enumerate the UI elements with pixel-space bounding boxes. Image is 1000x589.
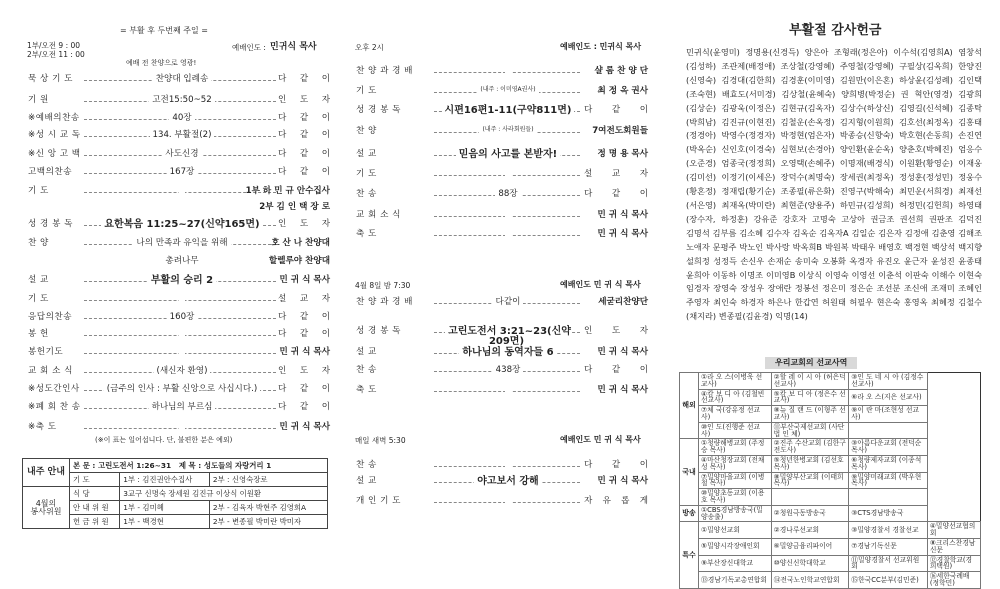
- row-performer: 다 같 이: [278, 329, 330, 339]
- row-content: 야고보서 강해: [438, 477, 578, 487]
- worship-row: [22, 348, 332, 360]
- guide-offering-label: 헌 금 위 원: [70, 515, 120, 529]
- eve-time: 4월 8일 밤 7:30: [355, 281, 411, 290]
- row-label: 성 경 봉 독: [28, 219, 73, 229]
- row-performer: 다 같 이: [584, 105, 648, 115]
- worship-row: [350, 386, 650, 398]
- worship-row: [22, 220, 332, 232]
- mission-row: [680, 389, 981, 406]
- guide-offering-2: 2부 - 변종필 박미란 박미자: [209, 515, 327, 529]
- guide-prayer-2: 2부 : 신영숙장로: [209, 473, 327, 487]
- guide-usher-label: 안 내 위 원: [70, 501, 120, 515]
- guide-title: 내주 안내: [23, 459, 70, 487]
- row-label: ※성 시 교 독: [28, 130, 81, 140]
- worship-row: [22, 276, 332, 288]
- guide-monthly-volunteers: 4월의 봉사위원: [23, 487, 70, 529]
- mission-entry: ①라 오 스(이병욱 선교사): [699, 373, 772, 390]
- mission-row: [680, 455, 981, 472]
- row-label: 설 교: [356, 347, 377, 357]
- mission-entry: ①청량해병교회 (주정승 목사): [699, 439, 772, 456]
- row-performer: 7여전도회원들: [592, 126, 648, 136]
- row-performer: 다 같 이: [584, 460, 648, 470]
- eve-leader: 예배인도 민 귀 식 목사: [560, 280, 641, 289]
- row-content: [90, 423, 274, 432]
- row-content: [90, 348, 274, 357]
- row-performer: 다 같 이: [584, 189, 648, 199]
- worship-row: [350, 298, 650, 310]
- mission-entry: [771, 489, 849, 506]
- row-label: 봉 헌: [28, 329, 49, 339]
- row-content: 부활의 승리 2: [90, 276, 274, 286]
- row-label: ※폐 회 찬 송: [28, 402, 81, 412]
- worship-row: [350, 326, 650, 347]
- worship-row: [350, 230, 650, 242]
- row-performer: 민 귀 식 목사: [279, 275, 330, 285]
- row-content: [438, 170, 578, 179]
- row-content: (새신자 환영): [90, 367, 274, 376]
- worship-row: [350, 67, 650, 79]
- row-label: ※축 도: [28, 422, 57, 432]
- row-performer: 다 같 이: [278, 149, 330, 159]
- row-content: 하나님의 부르심: [90, 403, 274, 412]
- worship-row: [350, 348, 650, 360]
- mission-entry: ⑪밀양경찰서 선교위원회: [849, 555, 928, 572]
- mission-row: [680, 373, 981, 390]
- worship-row: [350, 497, 650, 509]
- row-performer: 1부 하 민 규 안수집사: [245, 186, 330, 196]
- row-content: 사도신경: [90, 150, 274, 159]
- row-label: 찬 양 과 경 배: [356, 66, 413, 76]
- mission-entry: ⑤청년한병교회 (김선호 목사): [771, 455, 849, 472]
- row-label: 개 인 기 도: [356, 496, 401, 506]
- worship-row: [22, 168, 332, 180]
- row-performer: 민 귀 식 목사: [279, 347, 330, 357]
- mission-entry: [849, 489, 928, 506]
- mission-entry: ⑩밀양초동교회 (이용호 목사): [699, 489, 772, 506]
- prelude-note: 예배 전 찬양으로 영광!: [126, 59, 197, 67]
- worship-row: [22, 239, 332, 251]
- mission-entry: ①밀양선교회: [699, 522, 772, 539]
- row-performer: 자 유 롭 게: [584, 496, 648, 506]
- row-content: [438, 67, 578, 76]
- row-label: 축 도: [356, 229, 377, 239]
- row-content: 다같이: [438, 298, 578, 307]
- mission-entry: ⑤캄 보 디 아 (정은수 선교사): [771, 389, 849, 406]
- mission-category: 해외: [680, 373, 699, 439]
- row-performer: 민 귀 식 목사: [597, 347, 648, 357]
- worship-row: [350, 127, 650, 139]
- row-label: 축 도: [356, 385, 377, 395]
- pm-time: 오후 2시: [355, 43, 384, 52]
- mission-row: [680, 505, 981, 522]
- mission-entry: ⑨이 란 마(조현성 선교사): [849, 406, 928, 423]
- mission-entry: ③아름다운교회 (전덕순 목사): [849, 439, 928, 456]
- col1-header: = 부활 후 두번째 주일 =: [120, 26, 208, 35]
- service-time-1: 1부/오전 9 : 00: [27, 41, 81, 50]
- row-label: 기 도: [356, 86, 377, 96]
- row-performer: 민 귀 식 목사: [279, 422, 330, 432]
- mission-entry: ⑧크리스찬경남신문: [927, 538, 980, 555]
- worship-row: [22, 313, 332, 325]
- worship-row: [22, 257, 332, 269]
- service-time-2: 2부/오전 11 : 00: [27, 50, 85, 59]
- mission-entry: ⑥밀양금융리파이어: [771, 538, 849, 555]
- guide-dining: 3교구 신명숙 장세원 김진규 이상식 이원환: [120, 487, 328, 501]
- row-content: 167장: [90, 168, 274, 177]
- row-label: 교 회 소 식: [356, 210, 401, 220]
- worship-row: [350, 106, 650, 118]
- worship-row: [22, 131, 332, 143]
- mission-entry: ⑧밀양부산교회 (이태희 목사): [771, 472, 849, 489]
- row-content: [438, 461, 578, 470]
- worship-row: [350, 170, 650, 182]
- leader-label: 예배인도 :: [232, 43, 266, 52]
- row-performer: 설 교 자: [278, 294, 330, 304]
- mission-category: 국내: [680, 439, 699, 505]
- mission-table: [679, 372, 981, 589]
- mission-entry: ③CTS경남방송국: [849, 505, 928, 522]
- mission-row: [680, 572, 981, 589]
- worship-row: [350, 190, 650, 202]
- row-performer: 다 같 이: [278, 130, 330, 140]
- worship-row: [22, 187, 332, 199]
- row-label: 고백의찬송: [28, 167, 73, 177]
- row-content: 시편16편1-11(구약811면): [438, 106, 578, 116]
- row-content: [90, 203, 274, 212]
- row-content: 고전15:50~52: [90, 96, 274, 105]
- mission-row: [680, 522, 981, 539]
- row-label: 찬 송: [356, 460, 377, 470]
- worship-row: [22, 150, 332, 162]
- mission-entry: ⑥라 오 스(지은 선교사): [849, 389, 928, 406]
- mission-entry: ⑨밀양미래교회 (박우현 목사): [849, 472, 928, 489]
- mission-entry: ⑩양신신학대학교: [771, 555, 849, 572]
- row-performer: 인 도 자: [278, 95, 330, 105]
- next-week-guide: [22, 458, 328, 529]
- row-content: 160장: [90, 313, 274, 322]
- standing-note: (※이 표는 일어섭니다. 단, 불편한 분은 예외): [95, 436, 233, 444]
- guide-usher-2: 2부 - 김육자 박현주 김영희A: [209, 501, 327, 515]
- mission-entry: ⑪부산국제선교회 (사단 법 인 체): [771, 422, 849, 439]
- row-performer: 호 산 나 찬양대: [271, 238, 330, 248]
- row-label: 찬 양: [356, 126, 377, 136]
- mission-row: [680, 406, 981, 423]
- worship-row: [22, 367, 332, 379]
- mission-entry: ②청원극동방송국: [771, 505, 849, 522]
- row-content: [438, 497, 578, 506]
- worship-row: [350, 477, 650, 489]
- row-performer: 2부 김 인 택 장 로: [259, 202, 330, 212]
- offering-title: 부활절 감사헌금: [789, 23, 882, 38]
- row-label: 찬 양: [28, 238, 49, 248]
- mission-entry: ③인 도 네 시 아 (김정수 선교사): [849, 373, 928, 390]
- mission-title: 우리교회의 선교사역: [765, 357, 857, 369]
- mission-row: [680, 439, 981, 456]
- worship-row: [22, 203, 332, 215]
- dawn-leader: 예배인도 민 귀 식 목사: [560, 435, 641, 444]
- worship-row: [350, 150, 650, 162]
- worship-row: [350, 87, 650, 99]
- mission-entry: ⑥청량제자교회 (이종석 목사): [849, 455, 928, 472]
- mission-entry: ③밀양경찰서 경찰선교: [849, 522, 928, 539]
- worship-row: [22, 403, 332, 415]
- row-performer: 인 도 자: [584, 326, 648, 336]
- row-label: 봉헌기도: [28, 347, 64, 357]
- mission-entry: ⑤밀양시각장애인회: [699, 538, 772, 555]
- row-content: 나의 만족과 유익을 위해: [90, 239, 274, 248]
- mission-entry: ①CBS경남방송국(밀양송출): [699, 505, 772, 522]
- row-content: 고린도전서 3:21~23(신약209면): [438, 327, 578, 347]
- row-label: 교 회 소 식: [28, 366, 73, 376]
- worship-row: [22, 295, 332, 307]
- row-label: 설 교: [28, 275, 49, 285]
- mission-entry: ⑨부산장신대학교: [699, 555, 772, 572]
- mission-entry: ⑫경찰학교(경희택원): [927, 555, 980, 572]
- row-performer: 인 도 자: [278, 366, 330, 376]
- row-label: 성 경 봉 독: [356, 326, 401, 336]
- row-content: (내주 : 사라회원들): [438, 127, 578, 133]
- row-content: 88장: [438, 190, 578, 199]
- row-content: [438, 230, 578, 239]
- mission-entry: ⑦경남기독신문: [849, 538, 928, 555]
- row-performer: 민 귀 식 목사: [597, 385, 648, 395]
- row-performer: 다 같 이: [584, 365, 648, 375]
- mission-entry: ⑦체 국(강유정 선교사): [699, 406, 772, 423]
- row-content: 믿음의 사고를 본받자!: [438, 150, 578, 160]
- worship-row: [22, 75, 332, 87]
- row-label: ※성도간인사: [28, 384, 80, 394]
- mission-category: 방송: [680, 505, 699, 522]
- row-performer: 세굳리찬양단: [598, 297, 648, 307]
- row-content: (내주 : 이미영A권사): [438, 87, 578, 93]
- mission-entry: ⑬경남기독교총연합회: [699, 572, 772, 589]
- worship-row: [350, 211, 650, 223]
- row-performer: 다 같 이: [278, 312, 330, 322]
- row-content: [438, 386, 578, 395]
- row-label: 설 교: [356, 476, 377, 486]
- row-label: 찬 송: [356, 189, 377, 199]
- guide-prayer-1: 1부 : 김진권안수집사: [120, 473, 210, 487]
- row-label: 기 도: [28, 186, 49, 196]
- row-performer: 할렐루야 찬양대: [268, 256, 330, 266]
- mission-category: 특수: [680, 522, 699, 588]
- worship-row: [350, 366, 650, 378]
- row-label: 성 경 봉 독: [356, 105, 401, 115]
- row-label: ※예배의찬송: [28, 113, 80, 123]
- row-content: [438, 211, 578, 220]
- mission-entry: ⑧뉴 질 랜 드 (이형주 선교사): [771, 406, 849, 423]
- row-label: ※신 앙 고 백: [28, 149, 81, 159]
- row-label: 묵 상 기 도: [28, 74, 73, 84]
- row-content: (금주의 인사 : 부활 신앙으로 사십시다.): [90, 385, 274, 394]
- row-performer: 다 같 이: [278, 384, 330, 394]
- worship-row: [350, 461, 650, 473]
- row-label: 설 교: [356, 149, 377, 159]
- mission-entry: ⑭전국노인학교연합회: [771, 572, 849, 589]
- worship-row: [22, 96, 332, 108]
- guide-usher-1: 1부 - 김미혜: [120, 501, 210, 515]
- worship-row: [22, 114, 332, 126]
- row-content: 하나님의 동역자들 6: [438, 348, 578, 358]
- donor-list: 민귀식(윤영미) 정명용(신경득) 양은아 조형래(정은아) 이수석(김영희A) 염창석(김성하) 조관제(배정애) 조상철(강영혜) 주영철(강영혜) 구필상(김옥희) 한양진(신영숙) 김경대(김한희) 김경훈(이미영) 김원만(이은혼) 하상윤(김성례) 김인택(조숙현) 배효도(서미경) 김상철(윤혜숙) 양희병(박정순) 권 혁안(영경) 김광희(김상순) 김광욱(이정은) 김현규(김옥자) 김상수(하상신) 김영길(신석혜) 김종탁(박희남) 김진규(이현진) 김철운(손옥정) 김지형(이원희) 김호선(최정옥) 김홍태(정경아) 박영수(정경자) 박정현(엄은자) 박종승(신향숙) 박호현(손동희) 손진연(박옥순) 신인호(이경숙) 심현보(손경아) 양인환(윤순옥) 양춘호(박혜진) 엄응수(오준경) 엄종국(정정희) 오영택(손혜주) 이명재(배경식) 이원환(황영순) 이재웅(김미선) 이정기(이세은) 장덕수(최명숙) 장세권(최정옥) 정성훈(정성민) 정웅수(황혼정) 정재립(황기순) 조종필(류은화) 진영구(박해숙) 최민운(서희경) 최재선(서은영) 최재옥(박미란) 최현준(양용주) 하민규(김성희) 허정민(김헌희) 하영태(장수자, 하정훈) 강유준 강호자 고명숙 고상아 권금조 권선희 권판조 김덕진 김명석 김부름 김소혜 김수자 김옥순 김옥자A 김일순 김은자 김정애 김춘영 김해조 노애자 문평주 박노인 박사랑 박옥희B 박원복 박태우 배영호 백경현 백상석 백지향 설희정 성정득 손신우 손재순 송미숙 오봉화 옥경자 유진오 윤근자 윤성진 윤종태 윤희아 이동하 이명조 이미영B 이상식 이영숙 이영선 이춘석 이판숙 이해수 이현숙 임경자 장영숙 장성우 장애란 정봉선 정은미 정은순 조선분 조신애 조재미 조혜인 주영자 최인숙 하경자 하은나 한갑연 허원태 허필우 현은숙 홍영옥 최혜정 김철수(채지라) 변종필(김윤경) 익명(14): [686, 47, 982, 322]
- mission-entry: [849, 422, 928, 439]
- mission-entry: ②경나루선교회: [771, 522, 849, 539]
- row-performer: 다 같 이: [278, 74, 330, 84]
- row-content: 총려나무: [90, 257, 274, 266]
- dawn-time: 매일 새벽 5:30: [355, 436, 406, 445]
- row-content: 찬양대 입례송: [90, 75, 274, 84]
- worship-row: [22, 385, 332, 397]
- row-label: 기 도: [28, 294, 49, 304]
- row-label: 기 원: [28, 95, 49, 105]
- guide-prayer-label: 기 도: [70, 473, 120, 487]
- row-performer: 민 귀 식 목사: [597, 229, 648, 239]
- mission-entry: ⑩인 도(진행준 선교사): [699, 422, 772, 439]
- row-performer: 다 같 이: [278, 402, 330, 412]
- row-performer: 민 귀 식 목사: [597, 210, 648, 220]
- mission-row: [680, 422, 981, 439]
- worship-row: [22, 330, 332, 342]
- worship-row: [22, 423, 332, 435]
- mission-row: [680, 555, 981, 572]
- mission-entry: ⑮한국CC분부(김민준): [849, 572, 928, 589]
- row-label: 기 도: [356, 169, 377, 179]
- row-performer: 샬 롬 찬 양 단: [594, 66, 648, 76]
- leader-name: 민귀식 목사: [270, 42, 317, 52]
- row-label: 응답의찬송: [28, 312, 73, 322]
- row-performer: 다 같 이: [278, 167, 330, 177]
- row-performer: 인 도 자: [278, 219, 330, 229]
- row-content: 438장: [438, 366, 578, 375]
- mission-entry: ②진주 수산교회 (김한구 전도사): [771, 439, 849, 456]
- row-performer: 정 명 용 목사: [597, 149, 648, 159]
- mission-entry: ⑦밀양마을교회 (이병철 목사): [699, 472, 772, 489]
- row-content: [90, 330, 274, 339]
- row-performer: 민 귀 식 목사: [597, 476, 648, 486]
- row-performer: 다 같 이: [278, 113, 330, 123]
- mission-row: [680, 472, 981, 489]
- row-label: 찬 송: [356, 365, 377, 375]
- row-content: [90, 295, 274, 304]
- row-content: 요한복음 11:25~27(신약165면): [90, 220, 274, 230]
- mission-row: [680, 489, 981, 506]
- row-content: 134. 부활절(2): [90, 131, 274, 140]
- row-performer: 최 정 옥 권사: [597, 86, 648, 96]
- order-of-worship-col2: [350, 0, 655, 541]
- guide-dining-label: 식 당: [70, 487, 120, 501]
- mission-entry: ④마산청장교회 (전채성 목사): [699, 455, 772, 472]
- row-label: 찬 양 과 경 배: [356, 297, 413, 307]
- guide-offering-1: 1부 - 백경현: [120, 515, 210, 529]
- mission-entry: ④밀양선교협의회: [927, 522, 980, 539]
- row-content: 40장: [90, 114, 274, 123]
- guide-sermon: 본 문 : 고린도전서 1:26~31 제 목 : 성도들의 자랑거리 1: [70, 459, 328, 473]
- mission-entry: ④캄 보 디 아 (김철빈 선교사): [699, 389, 772, 406]
- pm-leader: 예배인도 : 민귀식 목사: [560, 42, 642, 51]
- row-performer: 설 교 자: [584, 169, 648, 179]
- mission-entry: ⑯세한국례배(정학민): [927, 572, 980, 589]
- mission-entry: ②할 레 이 시 아 (허은덕 선교사): [771, 373, 849, 390]
